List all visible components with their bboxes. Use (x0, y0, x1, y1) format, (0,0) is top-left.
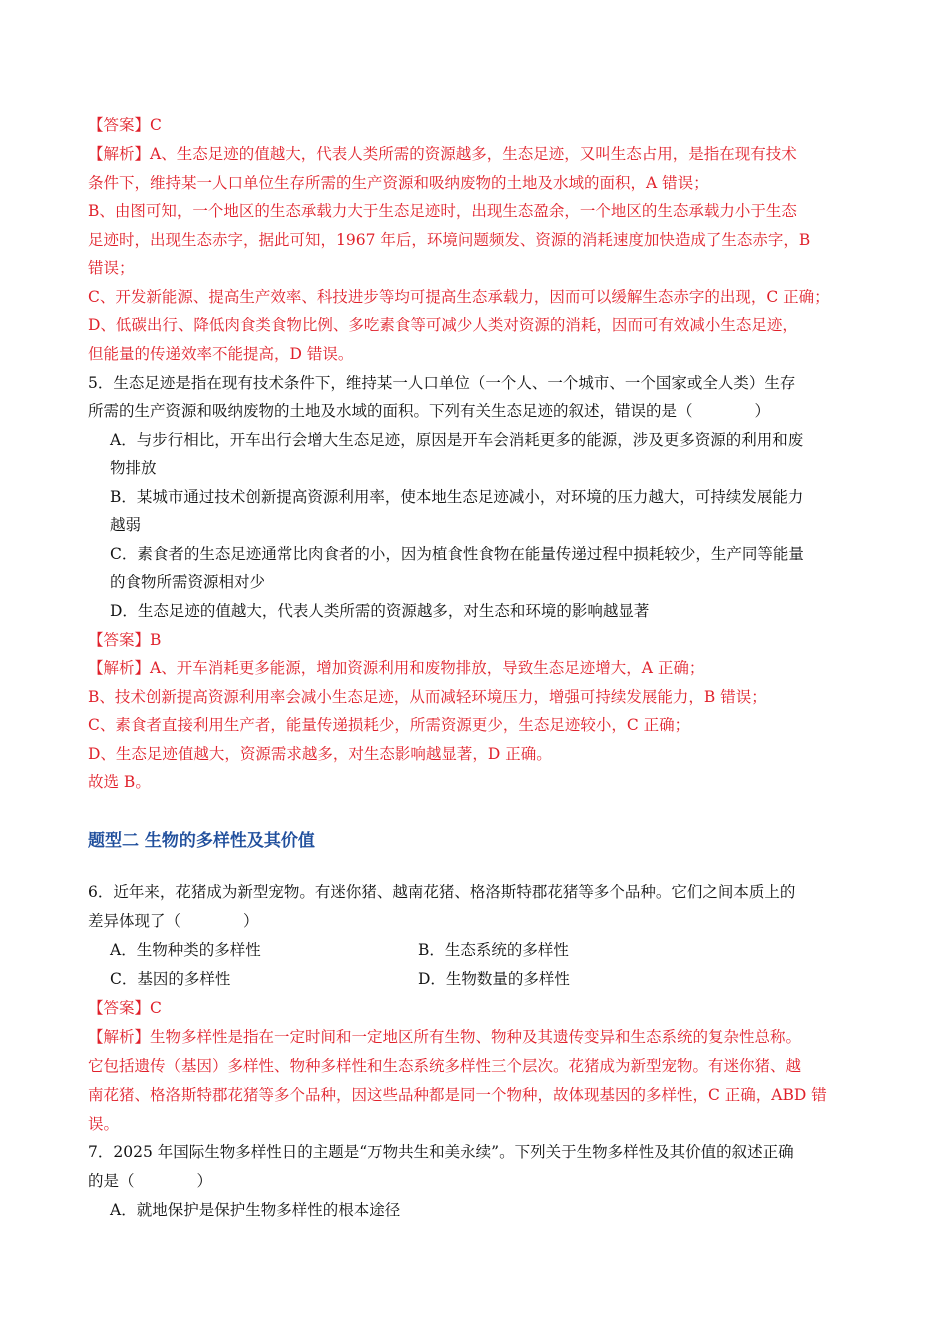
answer-value: B (150, 631, 162, 649)
option-c: C．素食者的生态足迹通常比肉食者的小，因为植食性食物在能量传递过程中损耗较少，生产同等能量 (110, 545, 804, 563)
answer-label: 【答案】 (88, 999, 151, 1017)
analysis-label: 【解析】 (88, 659, 151, 677)
section-heading: 题型二 生物的多样性及其价值 (88, 831, 315, 851)
analysis-line: 条件下，维持某一人口单位生存所需的生产资源和吸纳废物的土地及水域的面积，A 错误； (88, 174, 709, 192)
question-stem: 6．近年来，花猪成为新型宠物。有迷你猪、越南花猪、格洛斯特郡花猪等多个品种。它们之间本质上的 (88, 883, 796, 901)
option-a: A．与步行相比，开车出行会增大生态足迹，原因是开车会消耗更多的能源，涉及更多资源的利用和废 (110, 431, 804, 449)
analysis-line: D、生态足迹值越大，资源需求越多，对生态影响越显著，D 正确。 (88, 745, 552, 763)
analysis-line: B、由图可知，一个地区的生态承载力大于生态足迹时，出现生态盈余，一个地区的生态承载力小于生态 (88, 202, 797, 220)
answer-value: C (150, 116, 162, 134)
analysis-label: 【解析】 (88, 145, 151, 163)
question-stem: 差异体现了（ ） (88, 912, 259, 930)
question-stem: 的是（ ） (88, 1172, 213, 1190)
answer-label: 【答案】 (88, 116, 151, 134)
option-d: D．生态足迹的值越大，代表人类所需的资源越多，对生态和环境的影响越显著 (110, 602, 650, 620)
analysis-line: 它包括遗传（基因）多样性、物种多样性和生态系统多样性三个层次。花猪成为新型宠物。有迷你猪、越 (88, 1057, 802, 1075)
analysis-line: 但能量的传递效率不能提高，D 错误。 (88, 345, 354, 363)
option-a: A．生物种类的多样性 (110, 941, 261, 959)
analysis-line: 【解析】生物多样性是指在一定时间和一定地区所有生物、物种及其遗传变异和生态系统的复杂性总称。 (88, 1028, 802, 1046)
analysis-line: 南花猪、格洛斯特郡花猪等多个品种，因这些品种都是同一个物种，故体现基因的多样性，C 正确，ABD 错 (88, 1086, 827, 1104)
answer-label: 【答案】 (88, 631, 151, 649)
analysis-line: 【解析】A、开车消耗更多能源，增加资源利用和废物排放，导致生态足迹增大，A 正确； (88, 659, 705, 677)
answer-line (88, 998, 162, 1018)
option-b-cont: 越弱 (110, 516, 142, 534)
option-a: A．就地保护是保护生物多样性的根本途径 (110, 1201, 401, 1219)
analysis-line: C、素食者直接利用生产者，能量传递损耗少，所需资源更少，生态足迹较小，C 正确； (88, 716, 691, 734)
option-c: C．基因的多样性 (110, 970, 231, 988)
analysis-line: 足迹时，出现生态赤字，据此可知，1967 年后，环境问题频发、资源的消耗速度加快造成了生态赤字，B (88, 231, 811, 249)
option-b: B．某城市通过技术创新提高资源利用率，使本地生态足迹减小，对环境的压力越大，可持续发展能力 (110, 488, 804, 506)
option-c-cont: 的食物所需资源相对少 (110, 573, 266, 591)
analysis-line: C、开发新能源、提高生产效率、科技进步等均可提高生态承载力，因而可以缓解生态赤字的出现，C 正确； (88, 288, 830, 306)
analysis-line: D、低碳出行、降低肉食类食物比例、多吃素食等可减少人类对资源的消耗，因而可有效减小生态足迹， (88, 316, 798, 334)
answer-line (88, 630, 161, 650)
option-d: D．生物数量的多样性 (418, 970, 570, 988)
answer-value: C (150, 999, 162, 1017)
analysis-line: 错误； (88, 259, 135, 277)
option-b: B．生态系统的多样性 (418, 941, 569, 959)
answer-line (88, 115, 162, 135)
option-a-cont: 物排放 (110, 459, 157, 477)
question-stem: 7．2025 年国际生物多样性日的主题是“万物共生和美永续”。下列关于生物多样性及其价值的叙述正确 (88, 1143, 794, 1161)
analysis-line: B、技术创新提高资源利用率会减小生态足迹，从而减轻环境压力，增强可持续发展能力，B 错误； (88, 688, 767, 706)
analysis-line: 误。 (88, 1115, 120, 1133)
analysis-line: 【解析】A、生态足迹的值越大，代表人类所需的资源越多，生态足迹，又叫生态占用，是指在现有技术 (88, 145, 797, 163)
analysis-line: 故选 B。 (88, 773, 151, 791)
question-stem: 5．生态足迹是指在现有技术条件下，维持某一人口单位（一个人、一个城市、一个国家或全人类）生存 (88, 374, 796, 392)
analysis-label: 【解析】 (88, 1028, 151, 1046)
question-stem: 所需的生产资源和吸纳废物的土地及水域的面积。下列有关生态足迹的叙述，错误的是（ ） (88, 402, 771, 420)
